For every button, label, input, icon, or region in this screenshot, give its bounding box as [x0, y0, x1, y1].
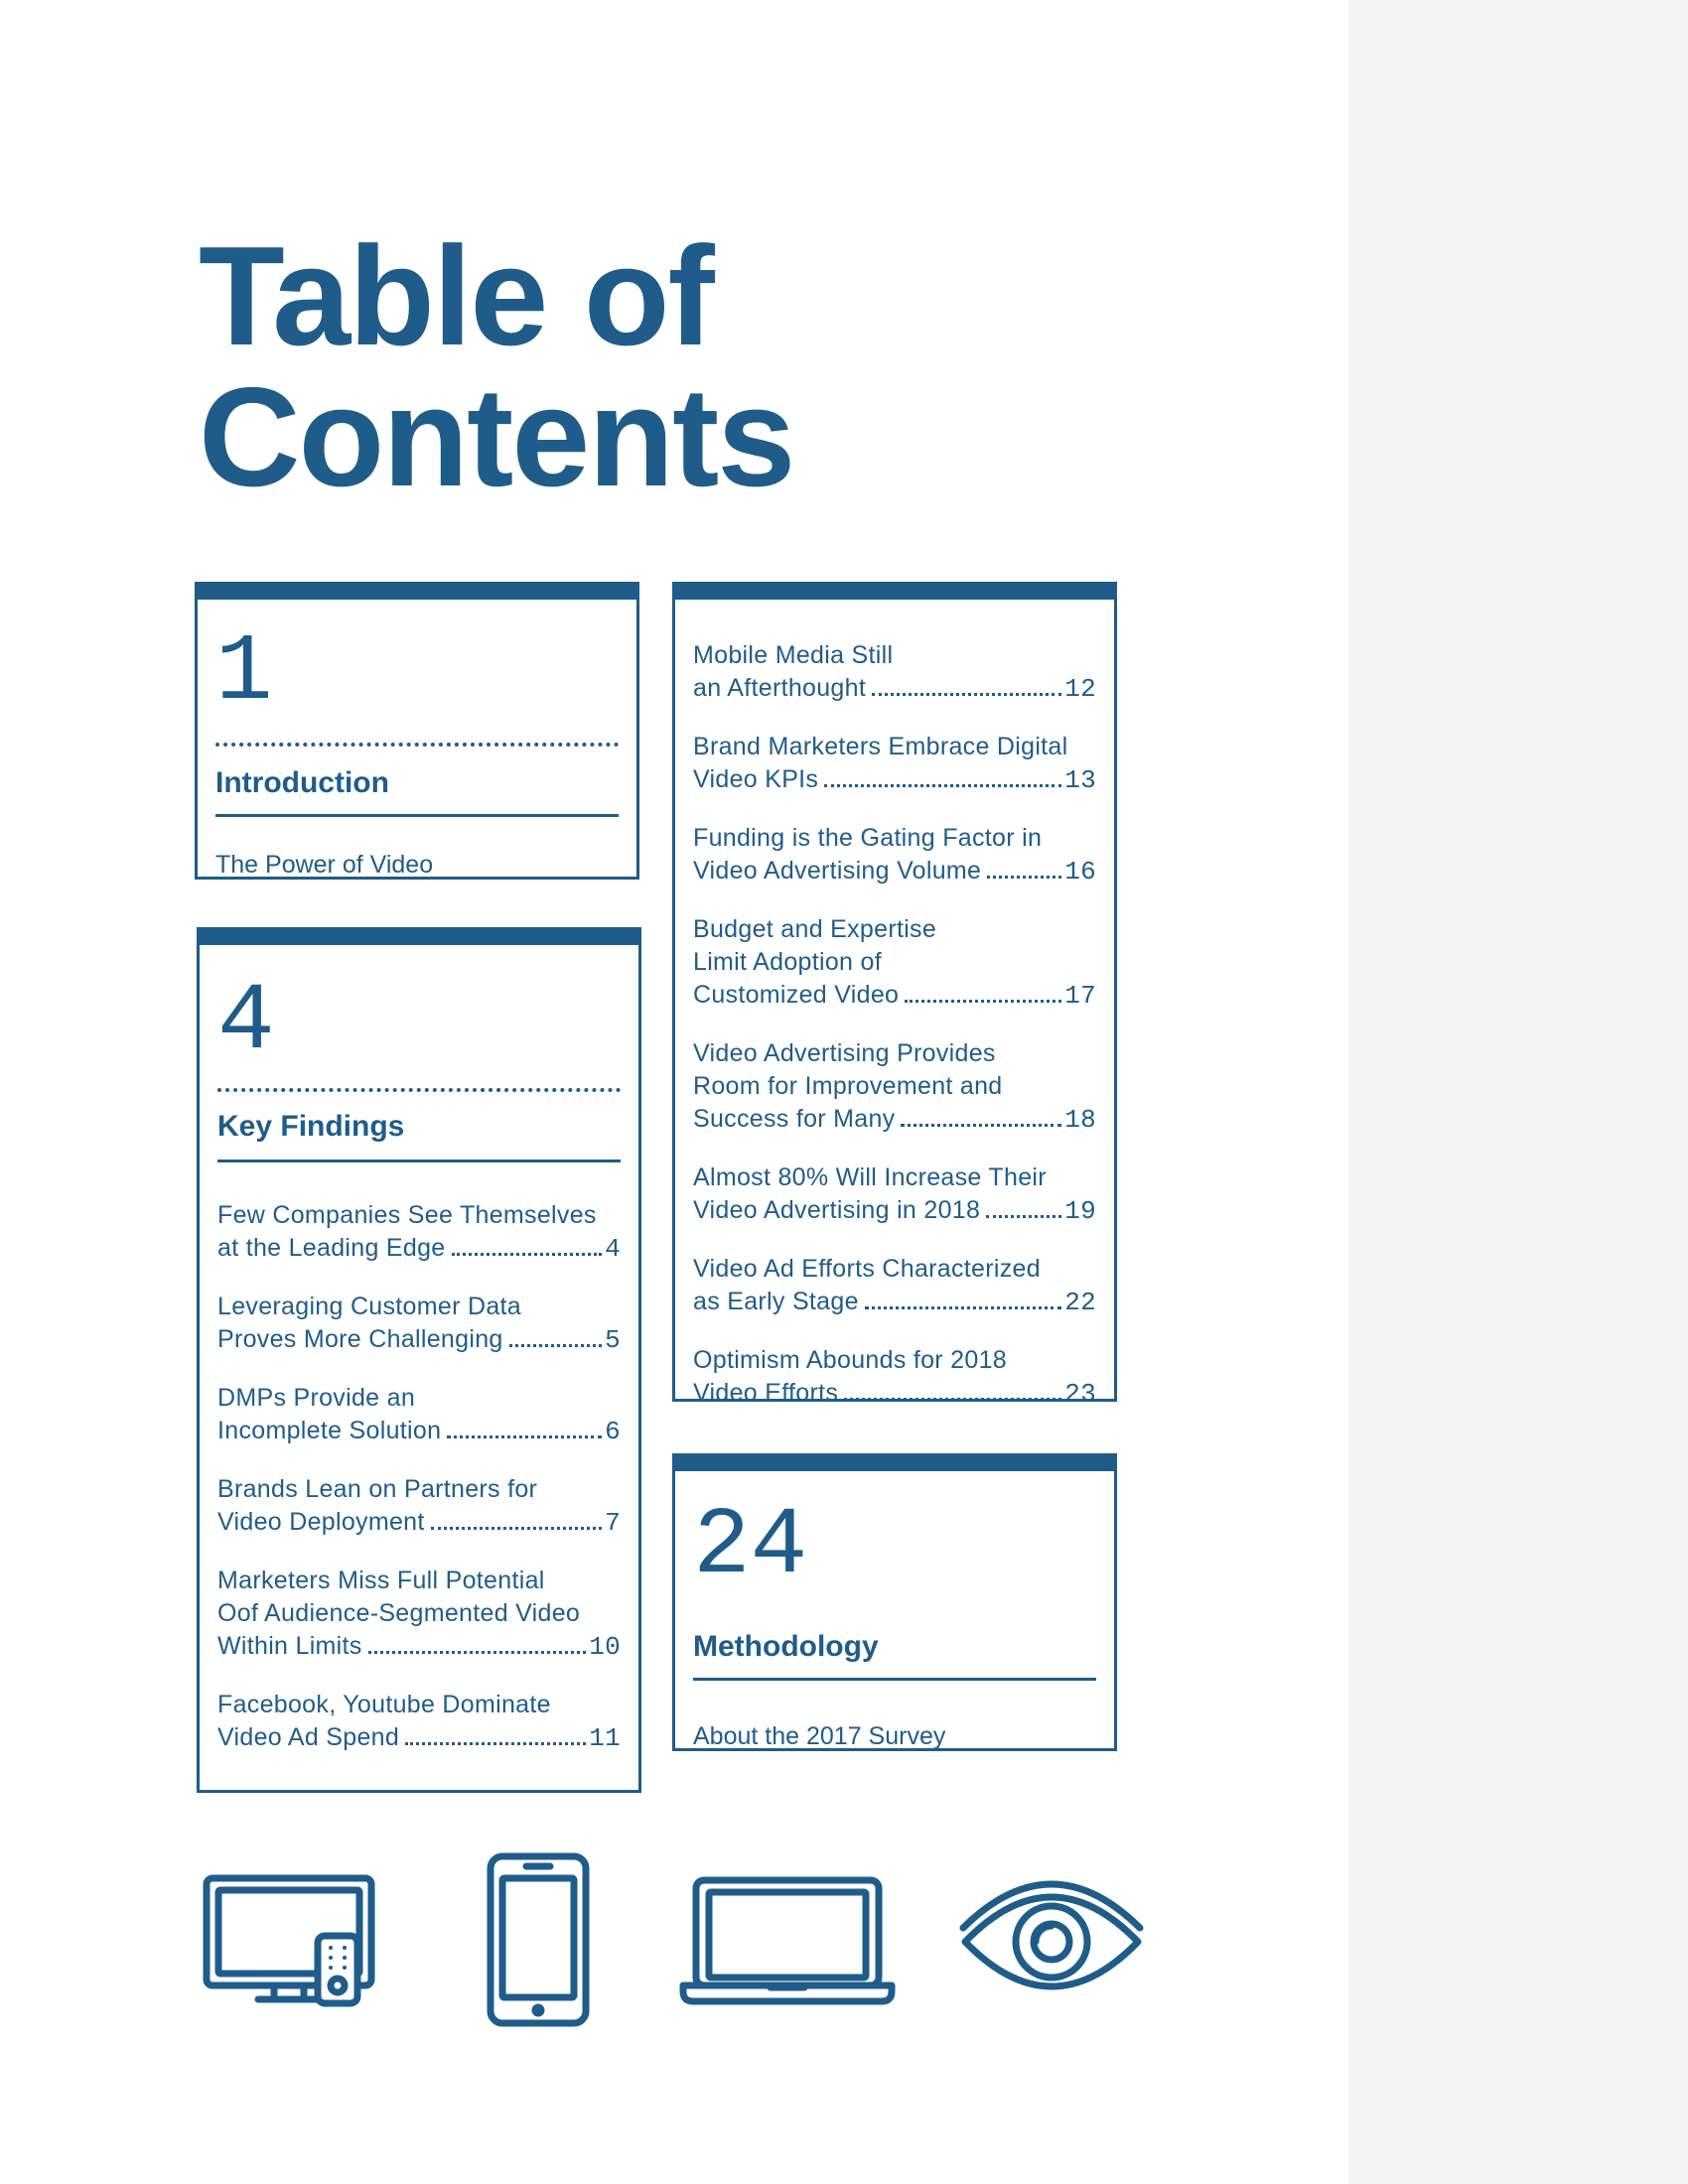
section-methodology: [672, 1453, 1117, 1751]
toc-page-number: 13: [1064, 765, 1096, 795]
section-subtitle[interactable]: The Power of Video: [215, 851, 434, 879]
toc-entry-line: at the Leading Edge: [217, 1234, 446, 1262]
dotted-divider: [217, 1088, 621, 1092]
toc-entry-line: Almost 80% Will Increase Their: [693, 1163, 1047, 1191]
toc-entry-line: Brands Lean on Partners for: [217, 1475, 538, 1503]
toc-page-number: 7: [605, 1508, 621, 1538]
toc-entry[interactable]: [217, 1382, 621, 1448]
toc-page-number: 11: [589, 1723, 621, 1753]
dot-leader: [509, 1344, 602, 1347]
section-number: 1: [215, 618, 273, 727]
toc-entry-line: Facebook, Youtube Dominate: [217, 1691, 551, 1718]
toc-entry-line: Video Efforts: [693, 1379, 839, 1407]
section-rule: [215, 814, 619, 817]
toc-entry[interactable]: [693, 822, 1096, 888]
dot-leader: [986, 1215, 1061, 1218]
toc-page-number: 17: [1064, 981, 1096, 1011]
toc-page-number: 6: [605, 1417, 621, 1446]
dot-leader: [865, 1306, 1061, 1309]
dot-leader: [844, 1398, 1061, 1401]
toc-entry-line: Video Advertising in 2018: [693, 1196, 981, 1224]
toc-entry[interactable]: [217, 1565, 621, 1664]
dot-leader: [987, 876, 1061, 879]
toc-entry-line: Video Advertising Volume: [693, 857, 982, 885]
tv-remote-icon: [203, 1874, 381, 2008]
toc-entry-line: Video Ad Spend: [217, 1723, 400, 1751]
toc-page-number: 4: [605, 1234, 621, 1264]
toc-entry-line: Few Companies See Themselves: [217, 1201, 597, 1229]
toc-entry-line: DMPs Provide an: [217, 1384, 416, 1412]
dot-leader: [405, 1742, 586, 1745]
dot-leader: [824, 784, 1061, 787]
toc-entry-line: Success for Many: [693, 1105, 896, 1133]
smartphone-icon: [487, 1852, 590, 2027]
section-title[interactable]: Key Findings: [217, 1110, 405, 1143]
toc-entry-line: Funding is the Gating Factor in: [693, 824, 1043, 852]
toc-entry-line: Budget and Expertise: [693, 915, 937, 943]
toc-page-number: 16: [1064, 857, 1096, 887]
toc-entry-line: Oof Audience-Segmented Video: [217, 1599, 581, 1627]
section-rule: [693, 1678, 1096, 1681]
dot-leader: [447, 1435, 602, 1438]
page-title-line-1: Table of: [199, 217, 713, 375]
toc-page-number: 5: [605, 1325, 621, 1355]
toc-entry-line: Room for Improvement and: [693, 1072, 1003, 1100]
toc-page-number: 18: [1064, 1105, 1096, 1135]
toc-entry-list: [217, 1199, 621, 1755]
toc-entry[interactable]: [217, 1199, 621, 1266]
page-title: [199, 217, 794, 516]
toc-entry-line: Video Advertising Provides: [693, 1039, 996, 1067]
toc-entry-list: [693, 639, 1096, 1411]
section-key-findings-continued: [672, 582, 1117, 1409]
section-rule: [217, 1160, 621, 1162]
toc-page-number: 12: [1064, 674, 1096, 704]
toc-entry-line: Leveraging Customer Data: [217, 1293, 521, 1320]
dot-leader: [872, 693, 1061, 696]
toc-entry-line: an Afterthought: [693, 674, 867, 702]
toc-entry-line: Brand Marketers Embrace Digital: [693, 733, 1068, 760]
section-number: 24: [693, 1492, 808, 1600]
eye-icon: [959, 1880, 1144, 2003]
toc-entry[interactable]: [217, 1291, 621, 1357]
toc-entry-line: Video KPIs: [693, 765, 819, 793]
section-number: 4: [217, 968, 275, 1076]
toc-entry-line: Optimism Abounds for 2018: [693, 1346, 1007, 1374]
toc-entry[interactable]: [217, 1473, 621, 1540]
toc-entry-line: Marketers Miss Full Potential: [217, 1567, 545, 1594]
toc-entry[interactable]: [693, 1344, 1096, 1411]
toc-entry[interactable]: [693, 913, 1096, 1013]
section-title[interactable]: Introduction: [215, 766, 389, 799]
section-subtitle[interactable]: About the 2017 Survey: [693, 1722, 946, 1750]
toc-entry[interactable]: [693, 1161, 1096, 1228]
toc-page-number: 10: [589, 1632, 621, 1662]
toc-entry-line: Incomplete Solution: [217, 1417, 442, 1444]
section-key-findings: [197, 927, 641, 1793]
dot-leader: [368, 1651, 587, 1654]
toc-entry-line: Proves More Challenging: [217, 1325, 503, 1353]
toc-entry-line: Video Ad Efforts Characterized: [693, 1255, 1041, 1283]
toc-entry-line: Within Limits: [217, 1632, 362, 1660]
toc-page-number: 19: [1064, 1196, 1096, 1226]
section-title[interactable]: Methodology: [693, 1630, 879, 1663]
toc-entry[interactable]: [693, 731, 1096, 797]
toc-entry-line: Mobile Media Still: [693, 641, 894, 669]
toc-page-number: 23: [1064, 1379, 1096, 1409]
toc-entry[interactable]: [693, 1037, 1096, 1137]
dotted-divider: [215, 743, 619, 747]
toc-entry[interactable]: [693, 639, 1096, 706]
toc-entry-line: Customized Video: [693, 981, 900, 1009]
section-introduction: [195, 582, 639, 880]
toc-entry-line: Video Deployment: [217, 1508, 425, 1536]
toc-entry-line: Limit Adoption of: [693, 948, 882, 976]
page-title-line-2: Contents: [199, 358, 794, 516]
dot-leader: [901, 1124, 1061, 1127]
page-gutter: [1348, 0, 1688, 2184]
toc-entry[interactable]: [693, 1253, 1096, 1319]
dot-leader: [431, 1527, 602, 1530]
toc-entry[interactable]: [217, 1689, 621, 1755]
dot-leader: [905, 1000, 1061, 1003]
laptop-icon: [679, 1876, 896, 2005]
toc-page-number: 22: [1064, 1288, 1096, 1317]
dot-leader: [452, 1253, 603, 1256]
toc-entry-line: as Early Stage: [693, 1288, 859, 1315]
